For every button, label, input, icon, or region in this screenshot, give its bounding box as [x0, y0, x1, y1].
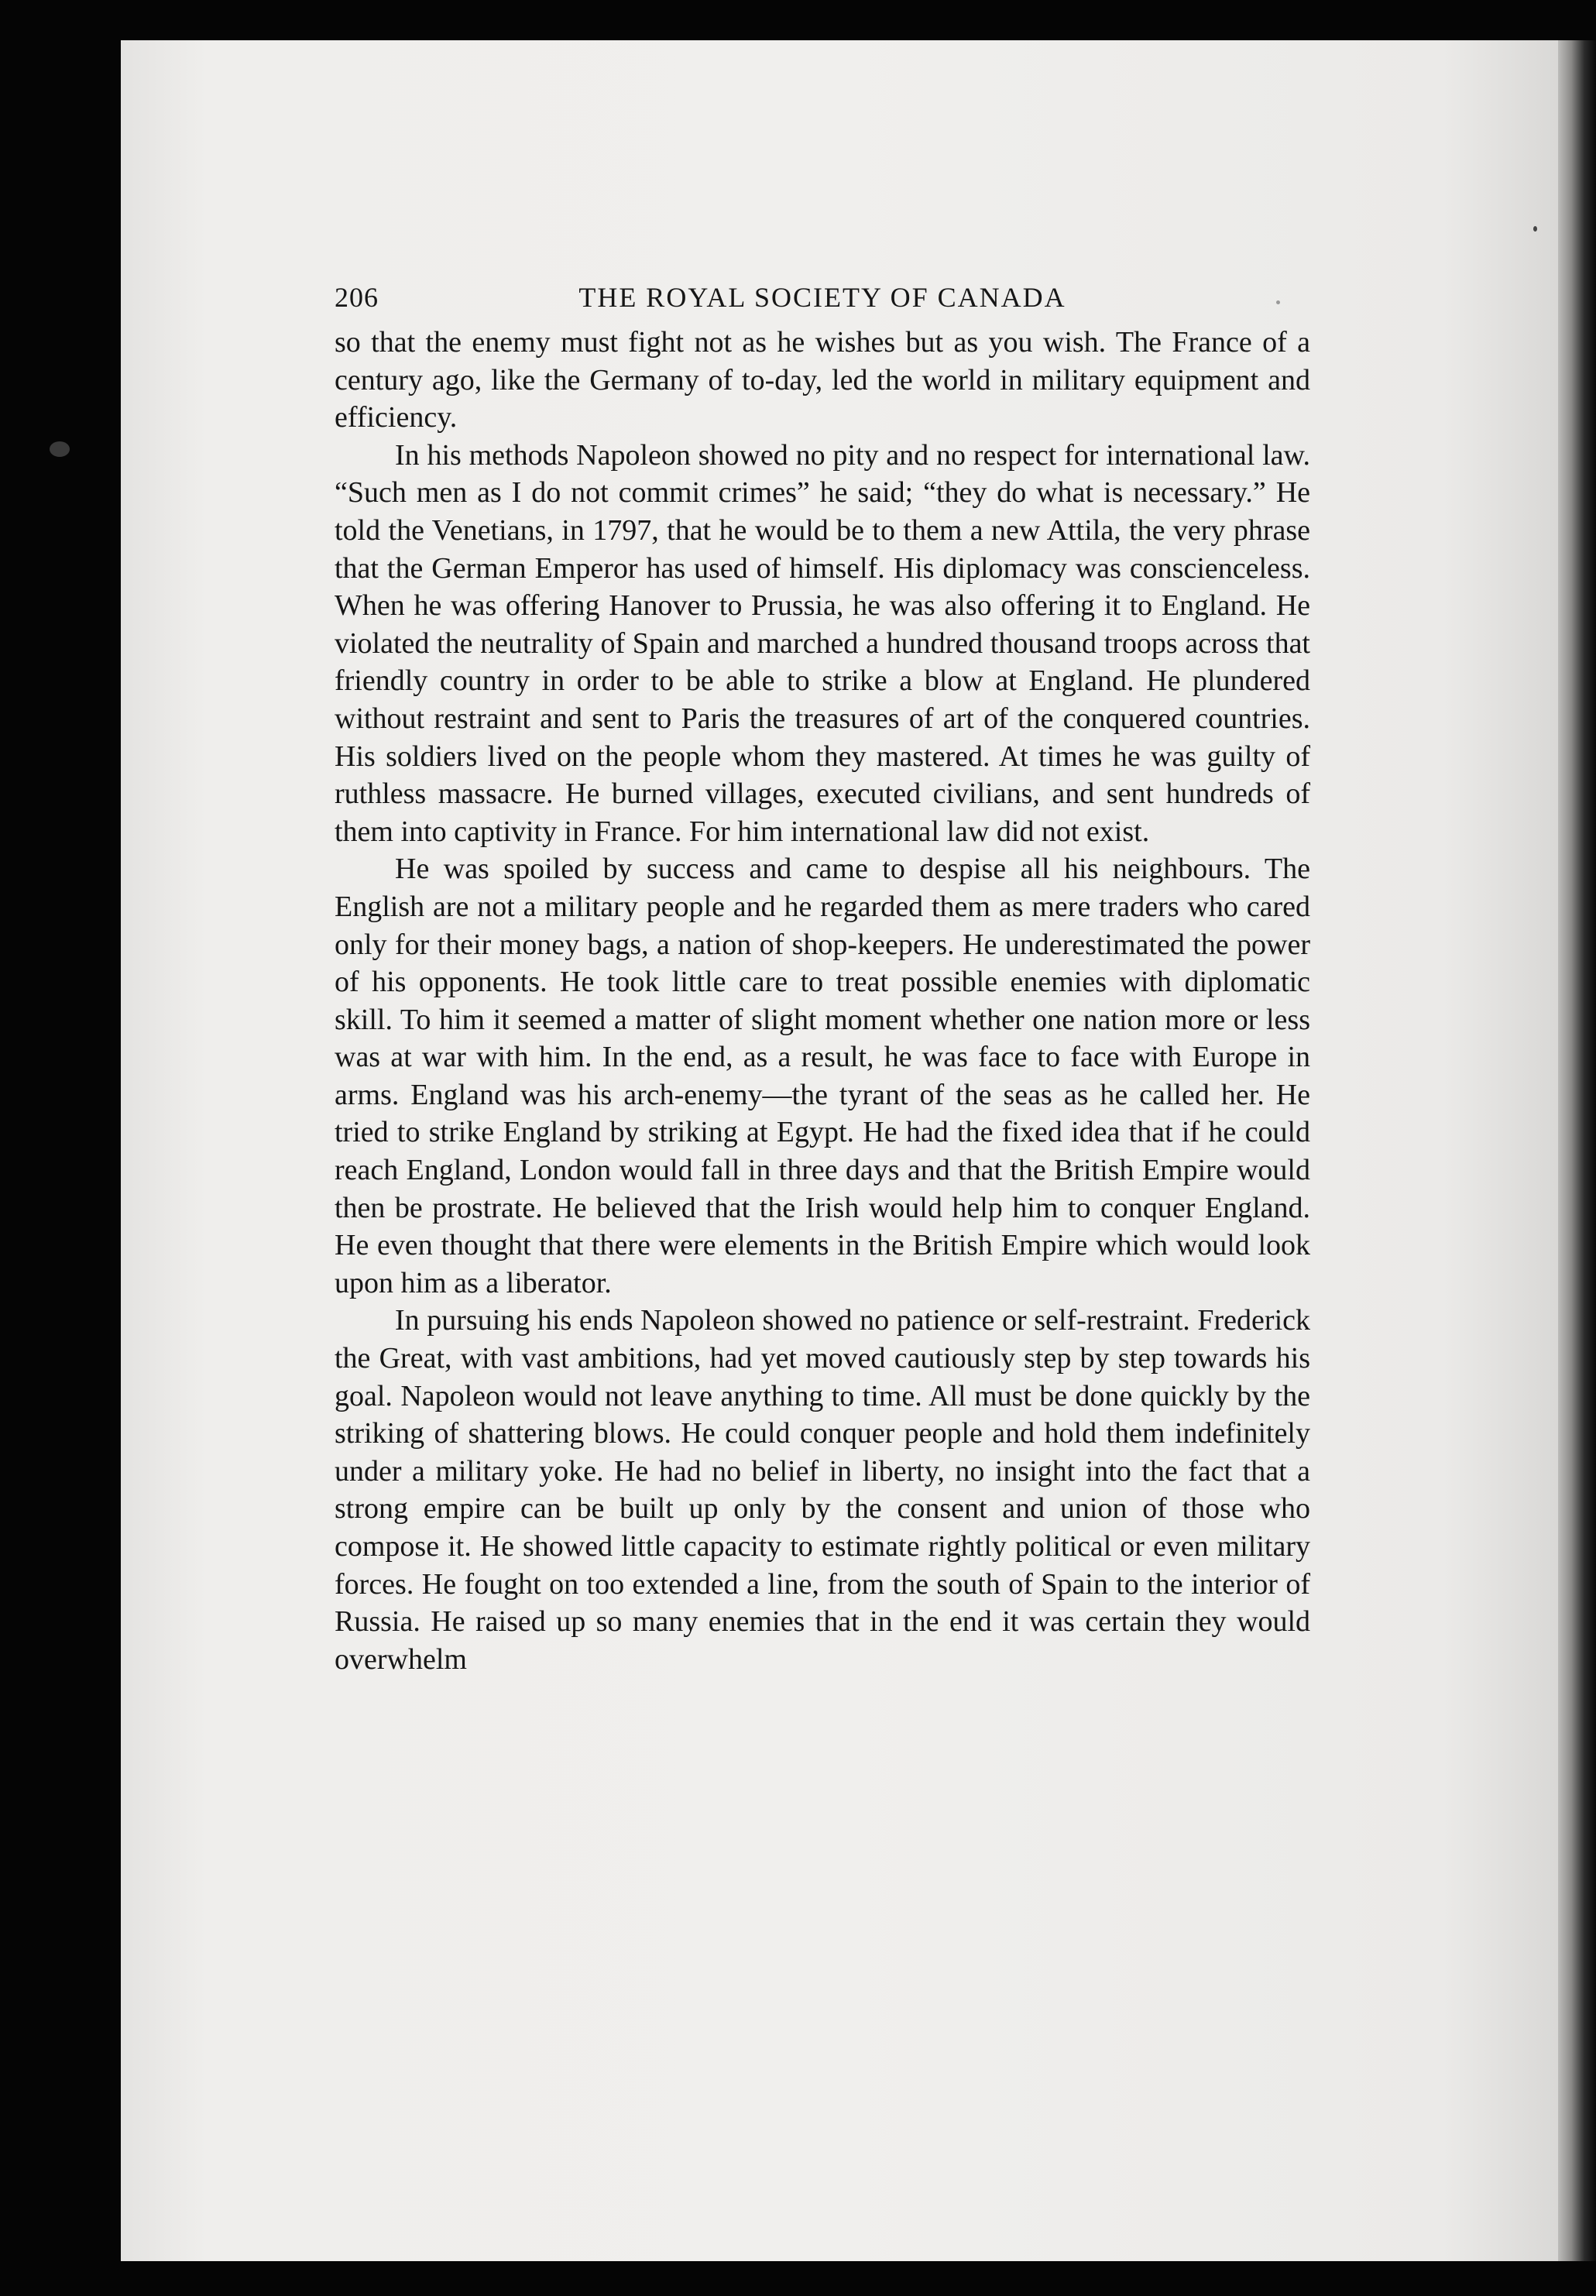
- page-number: 206: [335, 282, 379, 313]
- paragraph: He was spoiled by success and came to despise all his neighbours. The English are not a military people and he regarded them as mere traders who cared only for their money bags, a nation of shop-keepers. He underestimated the power of his opponents. He took little care to treat possible enemies with diplomatic skill. To him it seemed a matter of slight moment whether one nation more or less was at war with him. In the end, as a result, he was face to face with Europe in arms. England was his arch-enemy—the tyrant of the seas as he called her. He tried to strike England by striking at Egypt. He had the fixed idea that if he could reach England, London would fall in three days and that the British Empire would then be prostrate. He believed that the Irish would help him to conquer England. He even thought that there were elements in the British Empire which would look upon him as a liberator.: [335, 853, 1310, 1299]
- paragraph: so that the enemy must fight not as he wishes but as you wish. The France of a century ago, like the Germany of to-day, led the world in military equipment and efficiency.: [335, 326, 1310, 434]
- running-head-title: THE ROYAL SOCIETY OF CANADA: [578, 282, 1066, 313]
- scan-speck: [50, 441, 70, 457]
- running-head: [335, 279, 1310, 324]
- page-text: [335, 279, 1310, 1678]
- paragraph: In his methods Napoleon showed no pity and no respect for international law. “Such men as I do not commit crimes” he said; “they do what is necessary.” He told the Venetians, in 1797, that he would be to them a new Attila, the very phrase that the German Emperor has used of himself. His diplomacy was conscienceless. When he was offering Hanover to Prussia, he was also offering it to England. He violated the neutrality of Spain and marched a hundred thousand troops across that friendly country in order to be able to strike a blow at England. He plundered without restraint and sent to Paris the treasures of art of the conquered countries. His soldiers lived on the people whom they mastered. At times he was guilty of ruthless massacre. He burned villages, executed civilians, and sent hundreds of them into captivity in France. For him international law did not exist.: [335, 438, 1310, 848]
- scan-speck: [1533, 226, 1537, 232]
- paragraph: In pursuing his ends Napoleon showed no patience or self-restraint. Frederick the Great, with vast ambitions, had yet moved cautiously step by step towards his goal. Napoleon would not leave anything to time. All must be done quickly by the striking of shattering blows. He could conquer people and hold them indefinitely under a military yoke. He had no belief in liberty, no insight into the fact that a strong empire can be built up only by the consent and union of those who compose it. He showed little capacity to estimate rightly political or even military forces. He fought on too extended a line, from the south of Spain to the interior of Russia. He raised up so many enemies that in the end it was certain they would overwhelm: [335, 1304, 1310, 1676]
- page-binding-edge: [1558, 40, 1596, 2261]
